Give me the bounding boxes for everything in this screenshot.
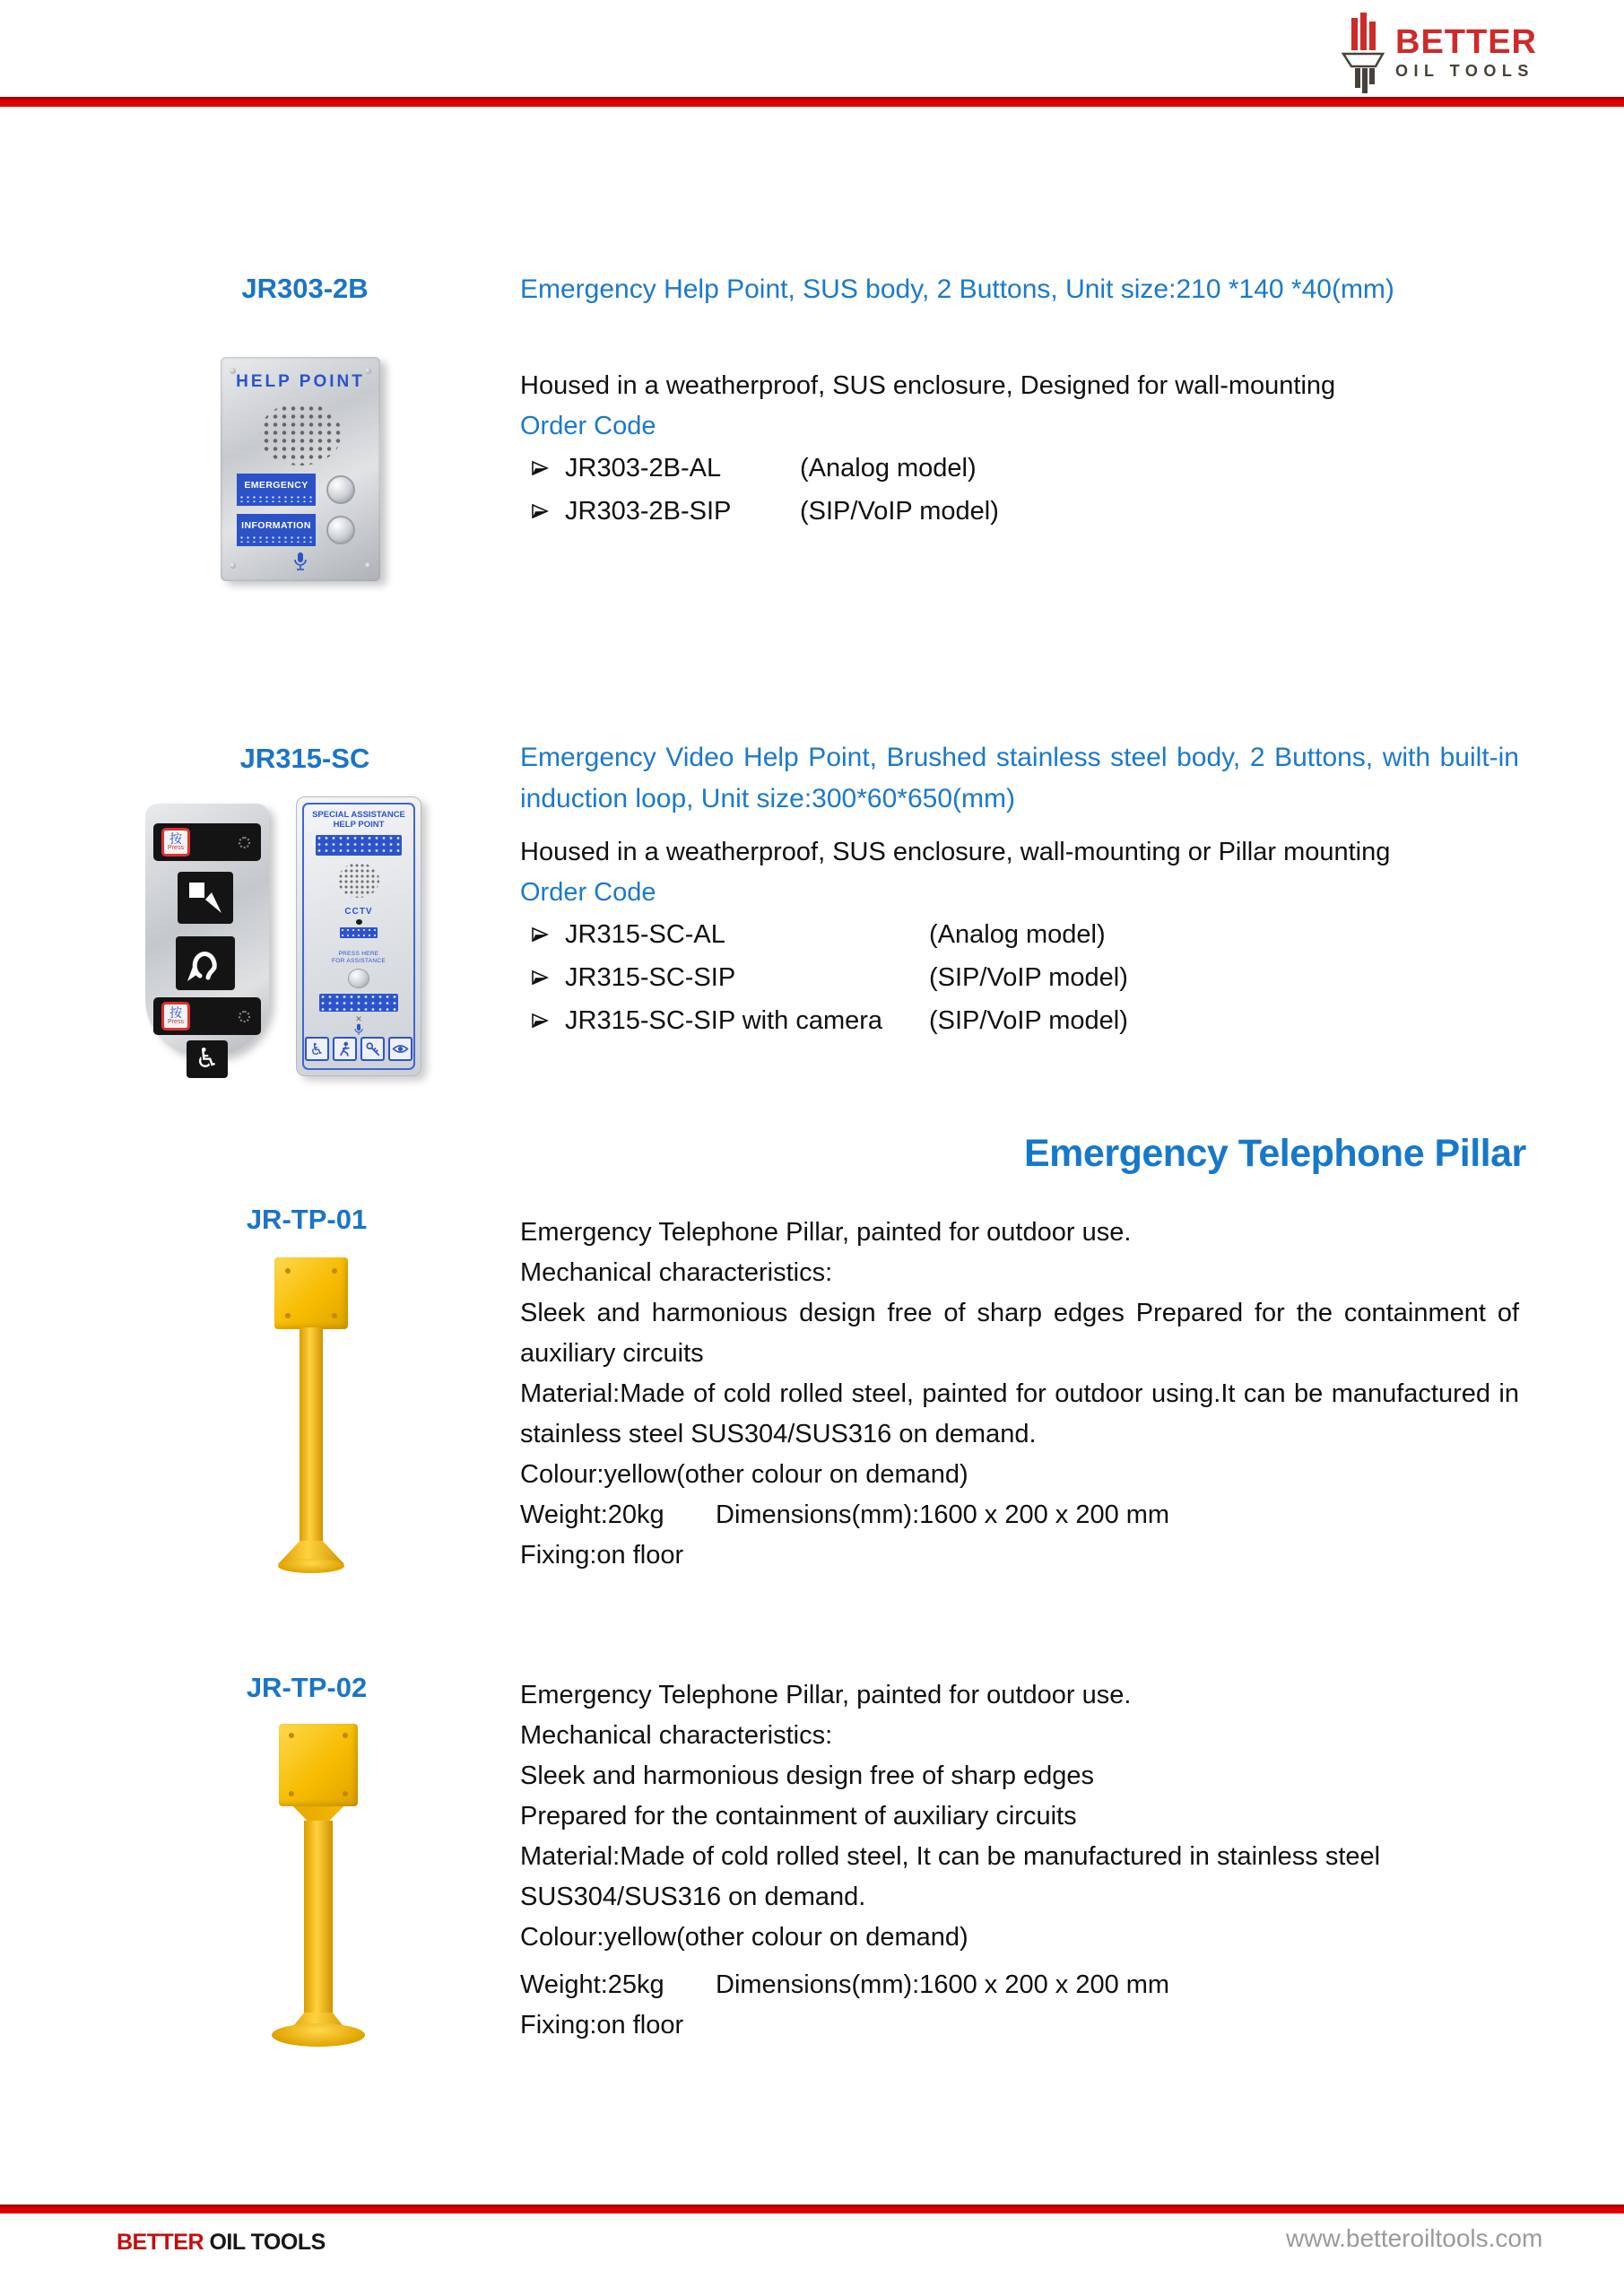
information-label: INFORMATION [237, 514, 316, 546]
product-code-jr-tp-01: JR-TP-01 [246, 1204, 368, 1235]
speaker-dot-icon [239, 837, 250, 848]
order-code-row [520, 999, 1519, 1042]
screw-icon [365, 368, 371, 374]
hearing-loop-icon [176, 936, 235, 990]
mic-marker: ✕ [355, 1014, 362, 1024]
order-code-label: Order Code [520, 878, 656, 907]
mech-label: Mechanical characteristics: [520, 1721, 833, 1750]
walking-person-icon [333, 1037, 357, 1061]
wheelchair-icon: ♿ [187, 1040, 228, 1078]
product-code-jr315-sc: JR315-SC [239, 743, 370, 774]
arrow-bullet-icon [520, 503, 565, 519]
cctv-label: CCTV [344, 906, 373, 917]
weight-text: Weight:20kg [520, 1500, 664, 1529]
product-title: Emergency Video Help Point, Brushed stainless steel body, 2 Buttons, with built-in induction loop, Unit size:300*60*650(mm) [520, 743, 1519, 813]
braille-strip [316, 835, 402, 856]
fixing-text: Fixing:on floor [520, 1541, 684, 1570]
press-button[interactable]: 按 Press [161, 1002, 190, 1031]
weight-dimensions-row [520, 1965, 1519, 2005]
order-code-label: Order Code [520, 412, 656, 440]
screw-icon [365, 562, 371, 569]
product-code-jr-tp-02: JR-TP-02 [246, 1672, 368, 1703]
information-button[interactable] [326, 516, 355, 544]
pillar-jr-tp-01-text [520, 1213, 1519, 1576]
design-text: Prepared for the containment of auxiliary circuits [520, 1802, 1077, 1831]
press-here-label: PRESS HERE FOR ASSISTANCE [331, 950, 386, 964]
arrow-bullet-icon [520, 926, 565, 943]
assistance-button[interactable] [348, 969, 369, 988]
microphone-icon [353, 1023, 364, 1037]
special-assistance-panel-image [296, 796, 421, 1076]
microphone-icon [221, 552, 380, 576]
order-code-row [520, 490, 1519, 533]
speaker-grille-icon [259, 403, 342, 465]
product-title: Emergency Help Point, SUS body, 2 Buttons, Unit size:210 *140 *40(mm) [520, 274, 1394, 304]
colour-text: Colour:yellow(other colour on demand) [520, 1923, 968, 1952]
braille-dots [239, 535, 314, 543]
product-description: Housed in a weatherproof, SUS enclosure, wall-mounting or Pillar mounting [520, 838, 1391, 866]
pillar-intro: Emergency Telephone Pillar, painted for outdoor use. [520, 1218, 1132, 1247]
pillar-jr-tp-01-image [262, 1257, 360, 1573]
speaker-dot-icon [239, 1011, 250, 1022]
order-code: JR303-2B-AL [565, 453, 722, 483]
help-point-device-image [221, 357, 380, 581]
order-model: (SIP/VoIP model) [929, 962, 1128, 992]
press-button[interactable]: 按 Press [161, 828, 190, 857]
material-text: Material:Made of cold rolled steel, painted for outdoor using.It can be manufactured in stainless steel SUS304/SUS316 on demand. [520, 1379, 1519, 1448]
logo-brand-text: BETTER [1395, 23, 1537, 61]
panel-title: SPECIAL ASSISTANCE HELP POINT [312, 810, 405, 830]
colour-text: Colour:yellow(other colour on demand) [520, 1460, 968, 1489]
arrow-bullet-icon [520, 970, 565, 986]
speaker-grille-icon [338, 863, 379, 898]
product-jr315-sc-text [520, 737, 1519, 1042]
material-text: SUS304/SUS316 on demand. [520, 1883, 866, 1911]
order-code: JR315-SC-SIP [565, 962, 736, 992]
order-model: (SIP/VoIP model) [800, 496, 999, 526]
section-heading: Emergency Telephone Pillar [1024, 1132, 1526, 1175]
order-code: JR315-SC-SIP with camera [565, 1005, 883, 1035]
braille-strip [319, 994, 398, 1012]
arrow-bullet-icon [520, 1013, 565, 1029]
material-text: Material:Made of cold rolled steel, It can be manufactured in stainless steel [520, 1842, 1381, 1871]
eye-icon [388, 1037, 413, 1061]
key-hand-icon [360, 1037, 385, 1061]
braille-dots [239, 495, 314, 502]
drill-bit-icon [1338, 13, 1388, 95]
press-hand-icon [178, 872, 233, 924]
order-code-row [520, 956, 1519, 999]
screw-icon [230, 562, 236, 569]
order-model: (Analog model) [929, 919, 1106, 949]
dimensions-text: Dimensions(mm):1600 x 200 x 200 mm [716, 1500, 1170, 1529]
order-code-row [520, 913, 1519, 956]
pictogram-panel-image [145, 804, 269, 1074]
order-code: JR315-SC-AL [565, 919, 725, 949]
order-model: (Analog model) [800, 453, 977, 483]
header-rule [0, 97, 1624, 107]
emergency-label: EMERGENCY [237, 474, 316, 506]
pillar-intro: Emergency Telephone Pillar, painted for outdoor use. [520, 1681, 1132, 1709]
logo-sub-text: OIL TOOLS [1395, 62, 1534, 80]
product-code-jr303-2b: JR303-2B [241, 273, 369, 304]
brand-logo [1338, 13, 1537, 95]
wheelchair-icon: ♿ [305, 1037, 329, 1061]
device-title: HELP POINT [236, 372, 365, 391]
product-description: Housed in a weatherproof, SUS enclosure, Designed for wall-mounting [520, 371, 1336, 400]
product-jr303-2b-text [520, 269, 1519, 533]
footer-website: www.betteroiltools.com [1286, 2224, 1543, 2252]
dimensions-text: Dimensions(mm):1600 x 200 x 200 mm [716, 1970, 1170, 1999]
order-code-row [520, 447, 1519, 490]
emergency-button[interactable] [326, 475, 355, 504]
pillar-jr-tp-02-text [520, 1675, 1519, 2046]
weight-text: Weight:25kg [520, 1970, 664, 1999]
arrow-bullet-icon [520, 460, 565, 476]
order-code: JR303-2B-SIP [565, 496, 732, 526]
pillar-jr-tp-02-image [265, 1724, 372, 2057]
design-text: Sleek and harmonious design free of sharp edges [520, 1761, 1095, 1790]
call-strip [153, 823, 261, 861]
weight-dimensions-row [520, 1495, 1519, 1535]
mech-label: Mechanical characteristics: [520, 1258, 833, 1287]
footer-rule [0, 2205, 1624, 2213]
braille-mini-strip [340, 927, 378, 937]
call-strip [153, 997, 261, 1035]
camera-lens-icon [356, 919, 362, 925]
order-model: (SIP/VoIP model) [929, 1005, 1128, 1035]
screw-icon [230, 368, 236, 374]
footer-brand: BETTER OIL TOOLS [117, 2230, 326, 2255]
design-text: Sleek and harmonious design free of sharp edges Prepared for the containment of auxiliary circuits [520, 1299, 1519, 1368]
fixing-text: Fixing:on floor [520, 2011, 684, 2039]
